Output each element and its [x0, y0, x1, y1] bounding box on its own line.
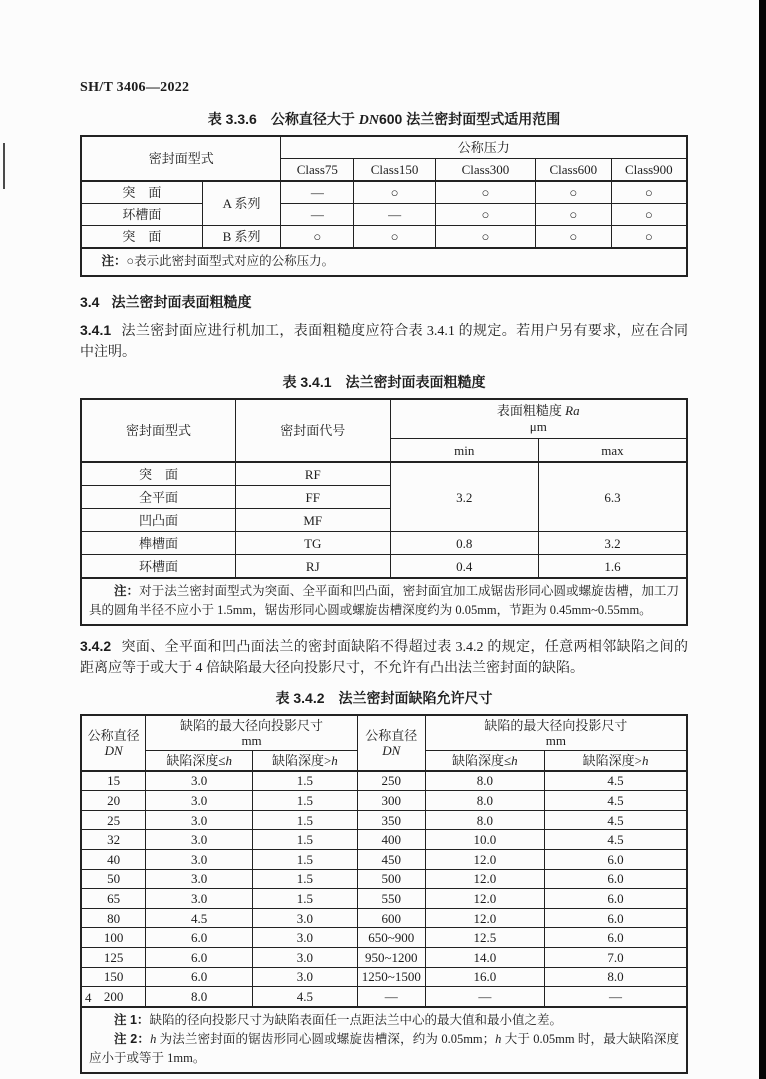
t342-cell: 14.0	[425, 947, 544, 967]
note-text: 大于 0.05mm 时，最大缺陷深度应小于或等于 1mm。	[89, 1031, 679, 1065]
h-symbol: h	[511, 752, 518, 768]
t336-val-cell: ○	[611, 226, 687, 249]
t342-cell: 8.0	[425, 771, 544, 791]
t342-cell: 4.5	[545, 810, 687, 830]
t342-cell: 200	[81, 987, 146, 1007]
t342-cell: 500	[357, 869, 425, 889]
dn-label: 公称直径	[365, 727, 418, 743]
dn-symbol: DN	[382, 742, 401, 758]
t342-size-header	[146, 715, 357, 751]
t336-class-header: Class900	[611, 159, 687, 182]
section-number: 3.4.2	[80, 638, 112, 654]
t336-row	[81, 204, 687, 226]
scan-edge-artifact	[3, 143, 5, 189]
t341-header-row-1	[81, 399, 687, 439]
t342-cell: 80	[81, 908, 146, 928]
h-symbol: h	[641, 752, 649, 768]
t341-ra-header	[390, 399, 687, 439]
dn-symbol: DN	[104, 742, 123, 758]
scan-black-edge	[759, 0, 766, 1079]
t342-dn-header	[357, 715, 425, 771]
t342-cell: 3.0	[146, 849, 253, 869]
t342-cell: 4.5	[545, 791, 687, 811]
t341-max-header: max	[539, 439, 688, 463]
t342-cell: 1.5	[252, 791, 357, 811]
t341-row	[81, 555, 687, 579]
t336-val-cell: ○	[611, 181, 687, 204]
caption-text: 表 3.3.6 公称直径大于	[207, 111, 359, 127]
ra-symbol: Ra	[565, 403, 580, 418]
t342-header-row-1	[81, 715, 687, 751]
t342-cell: 50	[81, 869, 146, 889]
t342-cell: —	[425, 987, 544, 1007]
t341-note-row	[81, 578, 687, 625]
t336-face-cell: 突 面	[81, 226, 202, 249]
t342-row	[81, 810, 687, 830]
t336-series-cell: A 系列	[202, 181, 281, 226]
size-unit: mm	[241, 733, 262, 748]
t342-row	[81, 889, 687, 909]
t342-cell: 3.0	[146, 771, 253, 791]
t336-row	[81, 181, 687, 204]
t342-cell: 12.0	[425, 849, 544, 869]
t342-depth-gt-header	[252, 751, 357, 771]
t342-row	[81, 849, 687, 869]
t342-size-header	[425, 715, 687, 751]
depth-text: 缺陷深度>	[582, 752, 642, 768]
note-paragraph	[89, 1011, 679, 1030]
t341-min-cell: 0.8	[390, 532, 538, 555]
note-label: 注：	[101, 254, 127, 268]
table-341-caption: 表 3.4.1 法兰密封面表面粗糙度	[282, 374, 486, 390]
t341-code-cell: RF	[236, 462, 391, 486]
t342-depth-gt-header	[545, 751, 687, 771]
t342-cell: 3.0	[252, 967, 357, 987]
t336-class-header: Class600	[535, 159, 611, 182]
t342-cell: 4.5	[545, 830, 687, 850]
t341-min-cell: 0.4	[390, 555, 538, 579]
t342-body	[81, 771, 687, 1007]
t342-row	[81, 987, 687, 1007]
t341-row	[81, 532, 687, 555]
t342-cell: 10.0	[425, 830, 544, 850]
t342-cell: 250	[357, 771, 425, 791]
t341-code-cell: RJ	[236, 555, 391, 579]
paragraph-3-4-2	[80, 636, 688, 679]
t342-cell: 1.5	[252, 830, 357, 850]
table-336-caption	[80, 109, 688, 129]
t342-cell: 4.5	[146, 908, 253, 928]
t342-cell: 600	[357, 908, 425, 928]
t341-code-header: 密封面代号	[236, 399, 391, 462]
t341-face-cell: 榫槽面	[81, 532, 236, 555]
t341-code-cell: MF	[236, 509, 391, 532]
size-unit: mm	[545, 733, 566, 748]
t341-face-cell: 凹凸面	[81, 509, 236, 532]
t342-note-row	[81, 1007, 687, 1073]
t341-code-cell: TG	[236, 532, 391, 555]
t342-row	[81, 908, 687, 928]
t336-val-cell: ○	[281, 226, 354, 249]
t341-face-cell: 环槽面	[81, 555, 236, 579]
t341-min-cell: 3.2	[390, 462, 538, 532]
t342-depth-le-header	[146, 751, 253, 771]
t342-cell: 950~1200	[357, 947, 425, 967]
t336-note-row	[81, 248, 687, 276]
section-number: 3.4.1	[80, 322, 112, 338]
t342-cell: 8.0	[425, 810, 544, 830]
t342-cell: 12.0	[425, 869, 544, 889]
t336-val-cell: ○	[435, 181, 535, 204]
table-342	[80, 714, 688, 1074]
note-label: 注 2：	[114, 1031, 151, 1046]
depth-text: 缺陷深度≤	[452, 752, 512, 768]
table-341	[80, 398, 688, 626]
t342-cell: 6.0	[545, 849, 687, 869]
t342-cell: 100	[81, 928, 146, 948]
t342-cell: 1250~1500	[357, 967, 425, 987]
t342-cell: 12.5	[425, 928, 544, 948]
caption-text: 600 法兰密封面型式适用范围	[378, 111, 561, 127]
t342-cell: 3.0	[146, 791, 253, 811]
paragraph-3-4-1	[80, 320, 688, 363]
table-336	[80, 135, 688, 277]
note-paragraph	[89, 1030, 679, 1068]
depth-text: 缺陷深度>	[271, 752, 332, 768]
t336-val-cell: ○	[535, 226, 611, 249]
t342-cell: 1.5	[252, 810, 357, 830]
t342-cell: 125	[81, 947, 146, 967]
t342-cell: 7.0	[545, 947, 687, 967]
t342-row	[81, 791, 687, 811]
t341-min-header: min	[390, 439, 538, 463]
t336-header-row-1	[81, 136, 687, 159]
t342-cell: 4.5	[545, 771, 687, 791]
section-3-4-heading	[80, 292, 688, 312]
t342-dn-header	[81, 715, 146, 771]
t342-cell: 6.0	[146, 928, 253, 948]
note-text: ○表示此密封面型式对应的公称压力。	[126, 254, 335, 268]
t342-row	[81, 771, 687, 791]
t342-cell: 3.0	[252, 947, 357, 967]
t342-notes	[81, 1007, 687, 1073]
ra-label	[395, 403, 682, 419]
ra-unit: μm	[529, 419, 547, 434]
t336-val-cell: —	[354, 204, 436, 226]
table-342-caption: 表 3.4.2 法兰密封面缺陷允许尺寸	[275, 690, 493, 706]
h-symbol: h	[150, 1031, 157, 1046]
section-title: 法兰密封面表面粗糙度	[111, 294, 252, 310]
t342-cell: 40	[81, 849, 146, 869]
t342-cell: 8.0	[545, 967, 687, 987]
t336-row	[81, 226, 687, 249]
t336-note	[81, 248, 687, 276]
t341-face-cell: 突 面	[81, 462, 236, 486]
note-paragraph	[89, 252, 679, 271]
t336-val-cell: ○	[435, 226, 535, 249]
t342-row	[81, 830, 687, 850]
t342-cell: 550	[357, 889, 425, 909]
t336-class-header: Class150	[354, 159, 436, 182]
t342-cell: 32	[81, 830, 146, 850]
t342-cell: 400	[357, 830, 425, 850]
t342-cell: 6.0	[146, 967, 253, 987]
t342-cell: 350	[357, 810, 425, 830]
note-paragraph	[89, 582, 679, 620]
t336-val-cell: ○	[435, 204, 535, 226]
t336-type-header: 密封面型式	[81, 136, 281, 181]
t342-cell: 300	[357, 791, 425, 811]
note-label: 注：	[114, 584, 140, 598]
t342-cell: —	[357, 987, 425, 1007]
paragraph-text: 突面、全平面和凹凸面法兰的密封面缺陷不得超过表 3.4.2 的规定，任意两相邻缺陷之间的距离应等于或大于 4 倍缺陷最大径向投影尺寸，不允许有凸出法兰密封面的缺陷。	[80, 640, 688, 676]
t342-cell: 8.0	[146, 987, 253, 1007]
t341-max-cell: 6.3	[539, 462, 688, 532]
t342-cell: 20	[81, 791, 146, 811]
t342-note	[81, 1007, 687, 1073]
size-label: 缺陷的最大径向投影尺寸	[484, 718, 628, 733]
page-content	[80, 0, 688, 1074]
t336-face-cell: 突 面	[81, 181, 202, 204]
t336-val-cell: ○	[535, 181, 611, 204]
page-number: 4	[85, 990, 92, 1005]
t342-row	[81, 967, 687, 987]
t342-row	[81, 928, 687, 948]
t336-class-header: Class300	[435, 159, 535, 182]
t341-face-cell: 全平面	[81, 486, 236, 509]
t342-cell: —	[545, 987, 687, 1007]
t336-val-cell: —	[281, 204, 354, 226]
t342-cell: 3.0	[252, 928, 357, 948]
t341-type-header: 密封面型式	[81, 399, 236, 462]
note-text: 为法兰密封面的锯齿形同心圆或螺旋齿槽深，约为 0.05mm；	[156, 1031, 496, 1046]
t342-cell: 65	[81, 889, 146, 909]
size-label: 缺陷的最大径向投影尺寸	[180, 718, 324, 733]
t342-cell: 6.0	[545, 889, 687, 909]
t336-face-cell: 环槽面	[81, 204, 202, 226]
t342-cell: 3.0	[146, 889, 253, 909]
section-number: 3.4	[80, 294, 100, 310]
t342-row	[81, 869, 687, 889]
t342-depth-le-header	[425, 751, 544, 771]
t342-cell: 1.5	[252, 849, 357, 869]
t342-cell: 6.0	[545, 928, 687, 948]
t342-cell: 8.0	[425, 791, 544, 811]
t342-cell: 650~900	[357, 928, 425, 948]
t341-code-cell: FF	[236, 486, 391, 509]
paragraph-text: 法兰密封面应进行机加工，表面粗糙度应符合表 3.4.1 的规定。若用户另有要求，应在合同中注明。	[80, 324, 688, 360]
t342-cell: 3.0	[146, 830, 253, 850]
t336-val-cell: —	[281, 181, 354, 204]
note-label: 注 1：	[114, 1012, 150, 1027]
h-symbol: h	[225, 752, 232, 768]
t342-cell: 6.0	[545, 869, 687, 889]
ra-text: 表面粗糙度	[496, 403, 566, 418]
t336-pressure-header: 公称压力	[281, 136, 687, 159]
t342-cell: 1.5	[252, 771, 357, 791]
t336-series-cell: B 系列	[202, 226, 281, 249]
t341-note	[81, 578, 687, 625]
t341-max-cell: 1.6	[539, 555, 688, 579]
t336-val-cell: ○	[354, 181, 436, 204]
t341-row	[81, 462, 687, 486]
t341-max-cell: 3.2	[539, 532, 688, 555]
t342-cell: 1.5	[252, 889, 357, 909]
t342-cell: 3.0	[146, 869, 253, 889]
t336-val-cell: ○	[354, 226, 436, 249]
depth-text: 缺陷深度≤	[166, 752, 226, 768]
t342-cell: 4.5	[252, 987, 357, 1007]
t342-cell: 150	[81, 967, 146, 987]
t342-cell: 25	[81, 810, 146, 830]
t342-cell: 6.0	[146, 947, 253, 967]
note-text: 缺陷的径向投影尺寸为缺陷表面任一点距法兰中心的最大值和最小值之差。	[149, 1012, 562, 1027]
t342-cell: 6.0	[545, 908, 687, 928]
t336-val-cell: ○	[535, 204, 611, 226]
t336-val-cell: ○	[611, 204, 687, 226]
t342-cell: 1.5	[252, 869, 357, 889]
t342-cell: 16.0	[425, 967, 544, 987]
t342-cell: 12.0	[425, 908, 544, 928]
t342-row	[81, 947, 687, 967]
t342-cell: 3.0	[146, 810, 253, 830]
dn-label: 公称直径	[87, 727, 140, 743]
t336-class-header: Class75	[281, 159, 354, 182]
t342-cell: 15	[81, 771, 146, 791]
t342-cell: 3.0	[252, 908, 357, 928]
dn-symbol: DN	[358, 113, 379, 128]
note-text: 对于法兰密封面型式为突面、全平面和凹凸面，密封面宜加工成锯齿形同心圆或螺旋齿槽，加工刀具的圆角半径不应小于 1.5mm，锯齿形同心圆或螺旋齿槽深度约为 0.05mm，节距为 0.45mm~0.55mm。	[89, 584, 679, 617]
t342-cell: 450	[357, 849, 425, 869]
t342-cell: 12.0	[425, 889, 544, 909]
h-symbol: h	[495, 1031, 502, 1046]
doc-number: SH/T 3406—2022	[80, 80, 190, 95]
h-symbol: h	[331, 752, 338, 768]
